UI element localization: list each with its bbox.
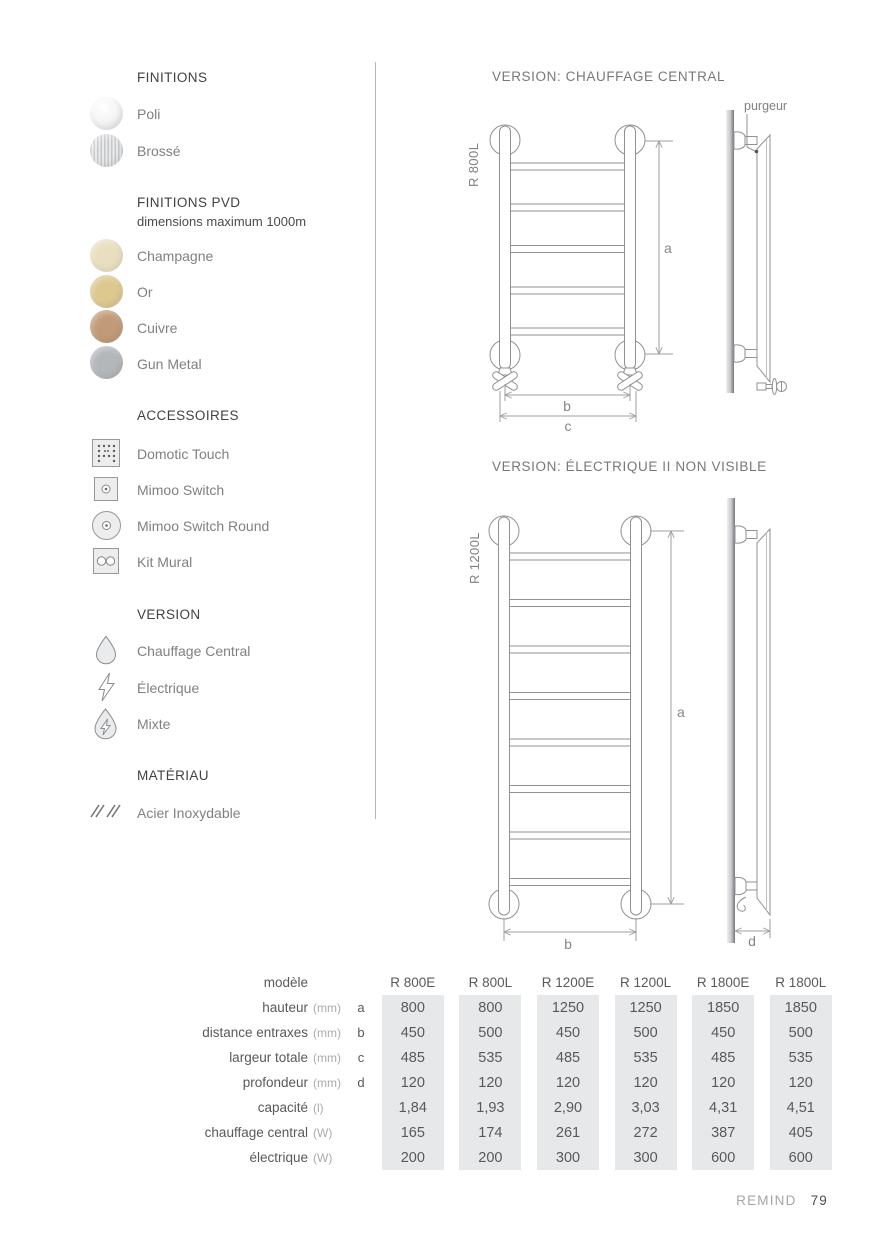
radiator-side-view-central xyxy=(726,110,787,395)
table-cell-value: 450 xyxy=(555,1024,581,1041)
table-cell-value: 272 xyxy=(633,1124,658,1141)
domotic-touch-icon xyxy=(92,439,120,467)
diagram1-model-label: R 800L xyxy=(466,142,481,187)
table-column-header: R 1200L xyxy=(620,975,672,990)
finish-label-gun-metal: Gun Metal xyxy=(137,356,202,372)
table-row-letter xyxy=(348,1095,374,1120)
table-cell-value: 2,90 xyxy=(553,1099,583,1116)
table-row-unit: (l) xyxy=(313,1100,324,1115)
version-label-mixte: Mixte xyxy=(137,716,171,732)
table-cell-value: 1250 xyxy=(551,999,585,1016)
dim-a-label-2: a xyxy=(677,704,685,720)
table-column-header: R 800L xyxy=(468,975,513,990)
table-row-letter: c xyxy=(357,1050,365,1065)
table-row-letter: d xyxy=(357,1075,365,1090)
table-cell-value: 485 xyxy=(711,1049,736,1066)
table-cell-value: 1850 xyxy=(707,999,740,1016)
radiator-front-view-1200 xyxy=(489,516,651,919)
gun-metal-swatch xyxy=(90,346,123,379)
mimoo-switch-round-icon xyxy=(92,511,121,540)
dim-a-label: a xyxy=(664,240,672,256)
table-cell-value: 535 xyxy=(788,1049,813,1066)
footer-page-number: 79 xyxy=(810,1193,828,1208)
table-row-letter: a xyxy=(357,1000,365,1015)
wall xyxy=(727,498,735,943)
power-cable xyxy=(737,897,746,911)
table-cell-value: 600 xyxy=(711,1149,736,1166)
table-cell-value: 450 xyxy=(711,1024,736,1041)
version-heading: VERSION xyxy=(137,607,201,622)
table-cell-value: 4,51 xyxy=(786,1099,815,1116)
accessory-label-mimoo-switch-round: Mimoo Switch Round xyxy=(137,518,270,534)
table-row-unit: (W) xyxy=(313,1125,333,1140)
table-cell-value: 500 xyxy=(633,1024,658,1041)
table-row-letter xyxy=(348,1145,374,1170)
table-row-unit: (mm) xyxy=(313,1050,341,1065)
wall xyxy=(726,110,734,393)
table-row-label: capacité xyxy=(257,1100,308,1115)
spec-table xyxy=(196,970,851,1170)
table-cell-value: 200 xyxy=(400,1149,425,1166)
material-label-acier-inoxydable: Acier Inoxydable xyxy=(137,805,241,821)
spec-grid xyxy=(196,970,851,1170)
table-cell-value: 120 xyxy=(478,1074,503,1091)
vertical-divider xyxy=(375,62,376,819)
table-cell-value: 174 xyxy=(478,1124,503,1141)
finitions-pvd-subheading: dimensions maximum 1000m xyxy=(137,214,307,229)
table-cell-value: 120 xyxy=(633,1074,658,1091)
table-cell-value: 1,93 xyxy=(476,1099,505,1116)
table-cell-value: 1,84 xyxy=(398,1099,427,1116)
finish-label-champagne: Champagne xyxy=(137,248,214,264)
table-header-spacer xyxy=(308,970,348,995)
table-cell-value: 300 xyxy=(633,1149,658,1166)
table-row-label: largeur totale xyxy=(229,1050,308,1065)
dim-c-label: c xyxy=(564,418,572,434)
finitions-pvd-heading: FINITIONS PVD xyxy=(137,195,241,210)
lightning-icon xyxy=(97,672,116,702)
table-cell-value: 800 xyxy=(400,999,425,1016)
purgeur-label: purgeur xyxy=(744,99,788,113)
dim-b-label-2: b xyxy=(564,936,572,952)
brosse-swatch xyxy=(90,134,123,167)
table-row-letter: b xyxy=(357,1025,365,1040)
droplet-icon xyxy=(94,635,118,665)
table-cell-value: 450 xyxy=(400,1024,425,1041)
finish-label-brosse: Brossé xyxy=(137,143,181,159)
materiau-heading: MATÉRIAU xyxy=(137,768,209,783)
diagram-electrique xyxy=(440,450,840,965)
table-cell-value: 485 xyxy=(400,1049,425,1066)
finish-label-or: Or xyxy=(137,284,153,300)
table-row-unit: (W) xyxy=(313,1150,333,1165)
table-cell-value: 120 xyxy=(711,1074,736,1091)
accessory-label-kit-mural: Kit Mural xyxy=(137,554,193,570)
droplet-lightning-icon xyxy=(92,707,119,740)
diagram-chauffage-central xyxy=(440,60,840,440)
table-cell-value: 800 xyxy=(478,999,503,1016)
table-header-spacer xyxy=(348,970,374,995)
version-label-chauffage-central: Chauffage Central xyxy=(137,643,251,659)
table-row-label: profondeur xyxy=(242,1075,308,1090)
table-cell-value: 485 xyxy=(555,1049,581,1066)
table-cell-value: 387 xyxy=(711,1124,736,1141)
poli-swatch xyxy=(90,97,123,130)
kit-mural-icon xyxy=(93,548,119,574)
dim-d-label: d xyxy=(748,933,756,949)
table-cell-value: 120 xyxy=(555,1074,581,1091)
accessory-label-mimoo-switch: Mimoo Switch xyxy=(137,482,225,498)
table-row-letter xyxy=(348,1120,374,1145)
table-cell-value: 535 xyxy=(633,1049,658,1066)
table-cell-value: 535 xyxy=(478,1049,503,1066)
champagne-swatch xyxy=(90,239,123,272)
diagram2-model-label: R 1200L xyxy=(467,532,482,584)
finish-label-cuivre: Cuivre xyxy=(137,320,178,336)
hatch-icon xyxy=(88,803,123,819)
table-cell-value: 500 xyxy=(788,1024,813,1041)
dim-b-label: b xyxy=(563,398,571,414)
table-header-model-label: modèle xyxy=(263,975,308,990)
version-label-electrique: Électrique xyxy=(137,680,200,696)
table-row-label: électrique xyxy=(249,1150,308,1165)
table-cell-value: 1850 xyxy=(784,999,817,1016)
table-row-unit: (mm) xyxy=(313,1075,341,1090)
diagram1-title: VERSION: CHAUFFAGE CENTRAL xyxy=(492,69,726,84)
table-row-unit: (mm) xyxy=(313,1025,341,1040)
table-column-header: R 800E xyxy=(390,975,436,990)
table-cell-value: 165 xyxy=(400,1124,425,1141)
table-column-header: R 1200E xyxy=(541,975,595,990)
finish-label-poli: Poli xyxy=(137,106,161,122)
diagram2-title: VERSION: ÉLECTRIQUE II NON VISIBLE xyxy=(492,459,767,474)
table-row-label: hauteur xyxy=(262,1000,308,1015)
valve xyxy=(757,379,787,395)
table-cell-value: 500 xyxy=(478,1024,503,1041)
table-cell-value: 200 xyxy=(478,1149,503,1166)
table-cell-value: 3,03 xyxy=(631,1099,660,1116)
finitions-heading: FINITIONS xyxy=(137,70,208,85)
table-row-unit: (mm) xyxy=(313,1000,341,1015)
table-cell-value: 405 xyxy=(788,1124,813,1141)
radiator-front-view-800 xyxy=(490,125,645,392)
table-column-header: R 1800E xyxy=(696,975,750,990)
table-row-label: chauffage central xyxy=(204,1125,308,1140)
table-column-header: R 1800L xyxy=(775,975,827,990)
table-cell-value: 261 xyxy=(555,1124,581,1141)
mimoo-switch-icon xyxy=(94,477,118,501)
table-cell-value: 1250 xyxy=(629,999,662,1016)
table-cell-value: 120 xyxy=(788,1074,813,1091)
or-swatch xyxy=(90,275,123,308)
footer-brand: REMIND xyxy=(736,1193,797,1208)
page-footer xyxy=(736,1193,828,1208)
radiator-side-view-electrique xyxy=(727,498,770,943)
table-cell-value: 120 xyxy=(400,1074,425,1091)
diagram1-dimension-lines xyxy=(500,141,673,422)
table-cell-value: 4,31 xyxy=(709,1099,738,1116)
table-row-label: distance entraxes xyxy=(202,1025,308,1040)
cuivre-swatch xyxy=(90,310,123,343)
table-cell-value: 300 xyxy=(555,1149,581,1166)
table-cell-value: 600 xyxy=(788,1149,813,1166)
accessoires-heading: ACCESSOIRES xyxy=(137,408,239,423)
accessory-label-domotic-touch: Domotic Touch xyxy=(137,446,230,462)
